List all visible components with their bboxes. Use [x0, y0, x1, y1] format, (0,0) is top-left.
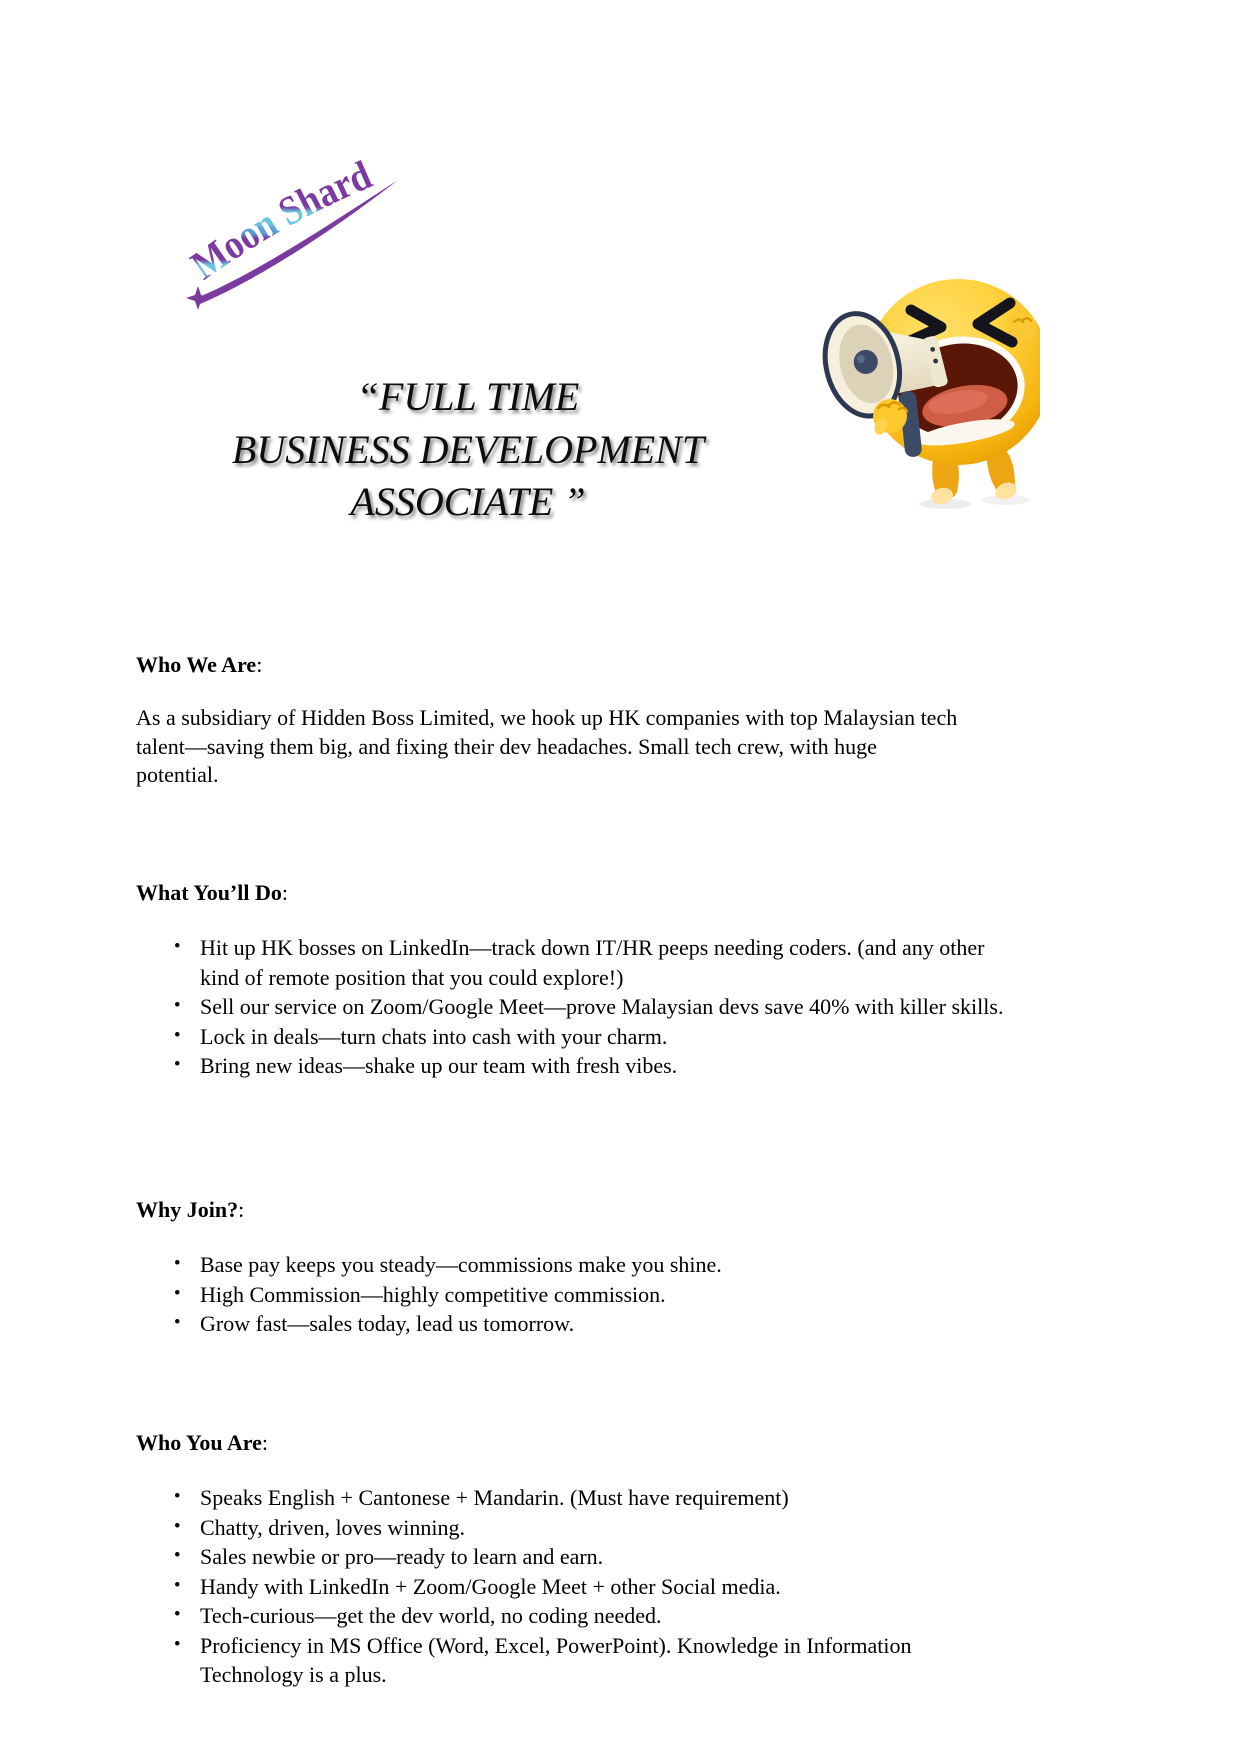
bullet-item: • High Commission—highly competitive commission. [172, 1280, 1015, 1310]
megaphone-emoji-illustration [690, 200, 1040, 510]
section-what-youll-do [136, 878, 1104, 1081]
moon-shard-logo-icon [186, 156, 406, 314]
who-we-are-paragraph [136, 704, 1104, 790]
bullet-item: • Sales newbie or pro—ready to learn and earn. [172, 1542, 1015, 1572]
what-youll-do-list [136, 933, 1015, 1081]
section-heading [136, 650, 1104, 679]
section-who-we-are [136, 650, 1104, 790]
section-colon: : [256, 652, 263, 677]
section-heading [136, 878, 1104, 907]
section-title: Why Join? [136, 1197, 239, 1222]
job-title-line-3: ASSOCIATE ” [350, 479, 586, 524]
logo-text: Moon Shard [186, 156, 381, 289]
why-join-list [136, 1250, 1015, 1339]
section-colon: : [281, 880, 288, 905]
bullet-item: • Sell our service on Zoom/Google Meet—prove Malaysian devs save 40% with killer skills. [172, 992, 1015, 1022]
job-title-line-1: “FULL TIME [356, 374, 580, 419]
moon-shard-logo [186, 156, 406, 314]
bullet-item: • Tech-curious—get the dev world, no coding needed. [172, 1601, 1015, 1631]
bullet-item: • Hit up HK bosses on LinkedIn—track down IT/HR peeps needing coders. (and any other kind of remote position that you could explore!) [172, 933, 1015, 992]
paragraph-line: talent—saving them big, and fixing their dev headaches. Small tech crew, with huge [136, 733, 877, 759]
paragraph-line: As a subsidiary of Hidden Boss Limited, we hook up HK companies with top Malaysian tech [136, 705, 958, 730]
section-colon: : [238, 1197, 245, 1222]
bullet-item: • Proficiency in MS Office (Word, Excel, PowerPoint). Knowledge in Information Technology is a plus. [172, 1631, 1015, 1690]
who-you-are-list [136, 1483, 1015, 1690]
bullet-item: • Speaks English + Cantonese + Mandarin. (Must have requirement) [172, 1483, 1015, 1513]
section-title: Who We Are [136, 652, 257, 677]
bullet-item: • Bring new ideas—shake up our team with fresh vibes. [172, 1051, 1015, 1081]
job-title-line-2: BUSINESS DEVELOPMENT [231, 426, 705, 472]
bullet-item: • Grow fast—sales today, lead us tomorrow. [172, 1309, 1015, 1339]
section-heading [136, 1195, 1104, 1224]
section-heading [136, 1428, 1104, 1457]
logo-star-icon [186, 286, 210, 310]
section-colon: : [261, 1430, 269, 1455]
laughing-emoji-megaphone-icon [690, 200, 1040, 510]
section-title: Who You Are [136, 1430, 262, 1455]
bullet-item: • Base pay keeps you steady—commissions make you shine. [172, 1250, 1015, 1280]
bullet-item: • Lock in deals—turn chats into cash with your charm. [172, 1022, 1015, 1052]
bullet-item: • Handy with LinkedIn + Zoom/Google Meet + other Social media. [172, 1572, 1015, 1602]
section-why-join [136, 1195, 1104, 1339]
section-title: What You’ll Do [136, 880, 282, 905]
section-who-you-are [136, 1428, 1104, 1690]
bullet-item: • Chatty, driven, loves winning. [172, 1513, 1015, 1543]
paragraph-line: potential. [136, 762, 219, 787]
